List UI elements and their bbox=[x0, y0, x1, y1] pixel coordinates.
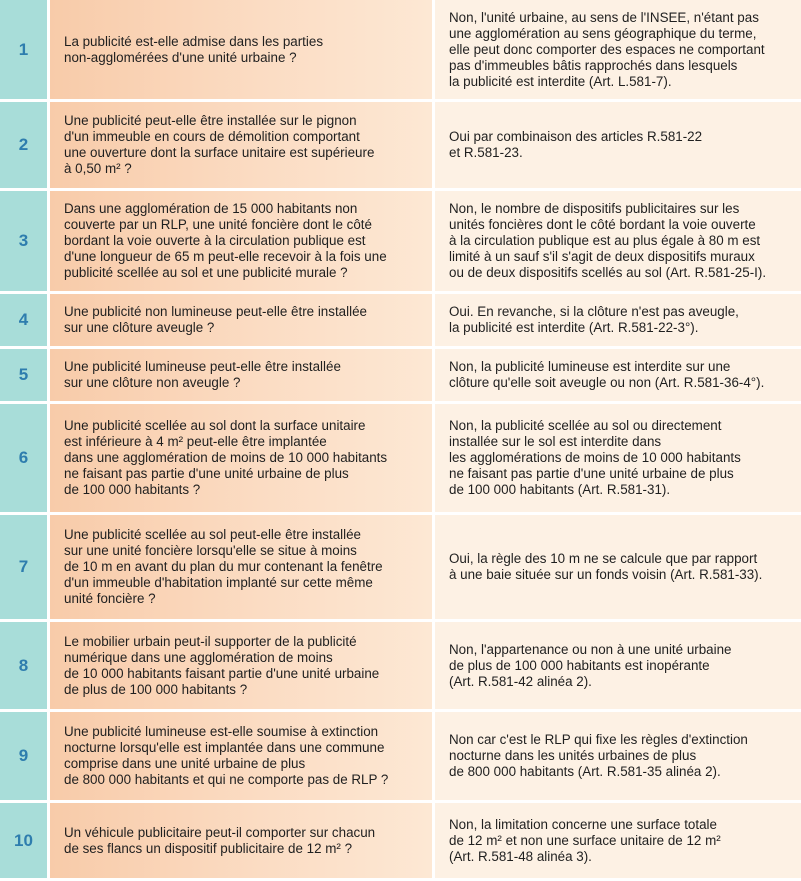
answer-text: Oui. En revanche, si la clôture n'est pas aveugle, la publicité est interdite (Art. R.581-22-3°). bbox=[449, 304, 739, 335]
question-text: Une publicité scellée au sol dont la surface unitaire est inférieure à 4 m² peut-elle être implantée dans une agglomération de moins de 10 000 habitants ne faisant pas partie d'une unité urbaine de plus de 100 000 habitants ? bbox=[64, 418, 388, 497]
question-cell bbox=[50, 515, 435, 622]
row-number: 9 bbox=[0, 712, 50, 803]
answer-cell bbox=[435, 349, 801, 404]
row-number: 7 bbox=[0, 515, 50, 622]
answer-cell bbox=[435, 0, 801, 102]
question-text: La publicité est-elle admise dans les parties non-agglomérées d'une unité urbaine ? bbox=[64, 33, 324, 65]
answer-cell bbox=[435, 191, 801, 294]
answer-text: Non, la limitation concerne une surface totale de 12 m² et non une surface unitaire de 12 m² (Art. R.581-48 alinéa 3). bbox=[449, 816, 721, 864]
answer-cell bbox=[435, 622, 801, 712]
question-cell bbox=[50, 803, 435, 881]
answer-cell bbox=[435, 404, 801, 515]
row-number: 4 bbox=[0, 294, 50, 349]
answer-text: Oui par combinaison des articles R.581-22 et R.581-23. bbox=[449, 129, 703, 160]
row-number: 8 bbox=[0, 622, 50, 712]
answer-cell bbox=[435, 712, 801, 803]
row-number: 5 bbox=[0, 349, 50, 404]
question-text: Une publicité lumineuse peut-elle être installée sur une clôture non aveugle ? bbox=[64, 359, 341, 390]
question-cell bbox=[50, 191, 435, 294]
row-number: 6 bbox=[0, 404, 50, 515]
question-text: Une publicité peut-elle être installée sur le pignon d'un immeuble en cours de démolition comportant une ouverture dont la surface unitaire est supérieure à 0,50 m² ? bbox=[64, 113, 375, 176]
question-text: Une publicité non lumineuse peut-elle être installée sur une clôture aveugle ? bbox=[64, 304, 367, 335]
question-cell bbox=[50, 102, 435, 191]
answer-text: Non, le nombre de dispositifs publicitaires sur les unités foncières dont le côté bordant la voie ouverte à la circulation publique est au plus égale à 80 m est limité à un sauf s'il s'agit de deux dispositifs muraux ou de deux dispositifs scellés au sol (Art. R.581-25-I). bbox=[449, 201, 767, 280]
answer-cell bbox=[435, 515, 801, 622]
question-cell bbox=[50, 0, 435, 102]
row-number: 2 bbox=[0, 102, 50, 191]
answer-text: Non, la publicité scellée au sol ou directement installée sur le sol est interdite dans les agglomérations de moins de 10 000 habitants ne faisant pas partie d'une unité urbaine de plus de 100 000 habitants (Art. R.581-31). bbox=[449, 418, 741, 497]
question-cell bbox=[50, 294, 435, 349]
row-number: 10 bbox=[0, 803, 50, 881]
answer-text: Non car c'est le RLP qui fixe les règles d'extinction nocturne dans les unités urbaines de plus de 800 000 habitants (Art. R.581-35 alinéa 2). bbox=[449, 732, 748, 779]
answer-text: Non, la publicité lumineuse est interdite sur une clôture qu'elle soit aveugle ou non (Art. R.581-36-4°). bbox=[449, 359, 765, 390]
question-text: Dans une agglomération de 15 000 habitants non couverte par un RLP, une unité foncière dont le côté bordant la voie ouverte à la circulation publique est d'une longueur de 65 m peut-elle recevoir à la fois une publicité scellée au sol et une publicité murale ? bbox=[64, 201, 387, 280]
question-text: Une publicité scellée au sol peut-elle être installée sur une unité foncière lorsqu'elle se situe à moins de 10 m en avant du plan du mur contenant la fenêtre d'un immeuble d'habitation implanté sur cette même unité foncière ? bbox=[64, 527, 383, 606]
question-text: Le mobilier urbain peut-il supporter de la publicité numérique dans une agglomération de moins de 10 000 habitants faisant partie d'une unité urbaine de plus de 100 000 habitants ? bbox=[64, 633, 380, 697]
answer-cell bbox=[435, 294, 801, 349]
question-text: Un véhicule publicitaire peut-il comporter sur chacun de ses flancs un dispositif publicitaire de 12 m² ? bbox=[64, 824, 376, 856]
answer-text: Non, l'appartenance ou non à une unité urbaine de plus de 100 000 habitants est inopérante (Art. R.581-42 alinéa 2). bbox=[449, 641, 732, 689]
question-cell bbox=[50, 349, 435, 404]
question-text: Une publicité lumineuse est-elle soumise à extinction nocturne lorsqu'elle est implantée dans une commune comprise dans une unité urbaine de plus de 800 000 habitants et qui ne comporte pas de RLP ? bbox=[64, 724, 389, 787]
question-cell bbox=[50, 622, 435, 712]
answer-text: Oui, la règle des 10 m ne se calcule que par rapport à une baie située sur un fonds voisin (Art. R.581-33). bbox=[449, 551, 763, 582]
answer-cell bbox=[435, 803, 801, 881]
row-number: 3 bbox=[0, 191, 50, 294]
answer-cell bbox=[435, 102, 801, 191]
row-number: 1 bbox=[0, 0, 50, 102]
answer-text: Non, l'unité urbaine, au sens de l'INSEE, n'étant pas une agglomération au sens géographique du terme, elle peut donc comporter des espaces ne comportant pas d'immeubles bâtis rapprochés dans lesquels la publicité est interdite (Art. L.581-7). bbox=[449, 9, 765, 89]
question-cell bbox=[50, 712, 435, 803]
question-cell bbox=[50, 404, 435, 515]
